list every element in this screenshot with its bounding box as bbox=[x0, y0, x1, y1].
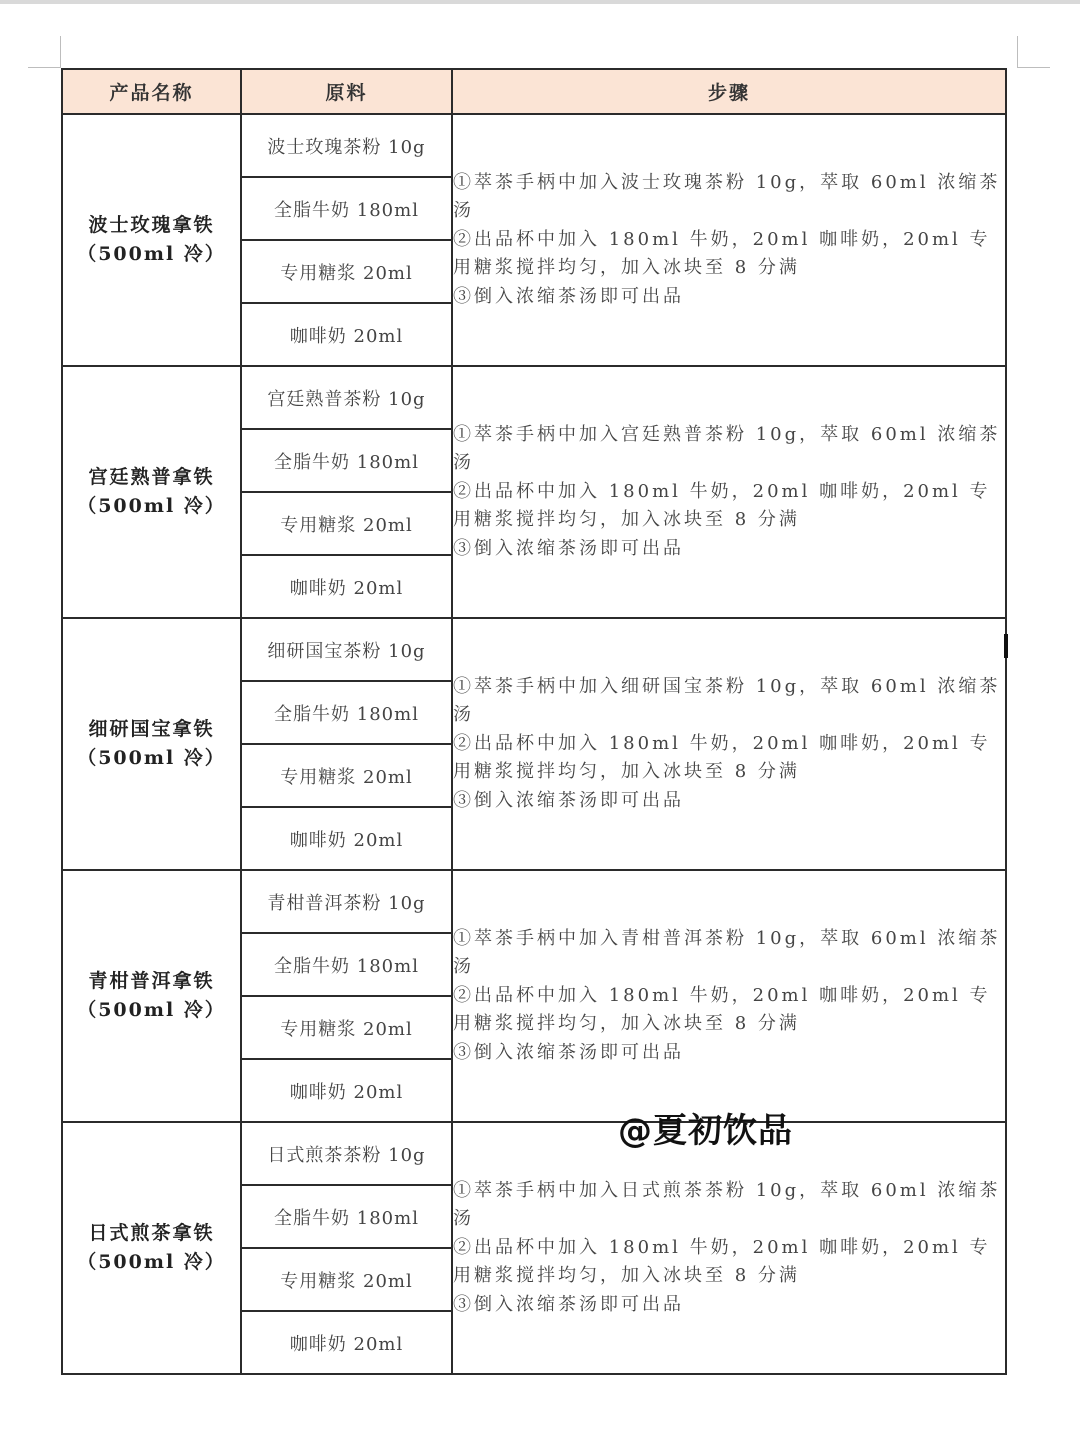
ingredient-cell: 全脂牛奶 180ml bbox=[241, 177, 452, 240]
step-line: ③倒入浓缩茶汤即可出品 bbox=[453, 1041, 684, 1063]
product-name: 波士玫瑰拿铁 bbox=[88, 214, 215, 236]
table-header-row bbox=[62, 69, 1006, 114]
step-line: ③倒入浓缩茶汤即可出品 bbox=[453, 1293, 684, 1315]
page-crop-mark-top-left-vertical bbox=[60, 36, 61, 68]
table-row bbox=[62, 618, 1006, 681]
step-line: ①萃茶手柄中加入细研国宝茶粉 10g，萃取 60ml 浓缩茶汤 bbox=[453, 675, 1001, 726]
product-size: （500ml 冷） bbox=[77, 747, 226, 769]
ingredient-cell: 咖啡奶 20ml bbox=[241, 1311, 452, 1374]
ingredient-cell: 咖啡奶 20ml bbox=[241, 807, 452, 870]
step-line: ③倒入浓缩茶汤即可出品 bbox=[453, 789, 684, 811]
ingredient-cell: 宫廷熟普茶粉 10g bbox=[241, 366, 452, 429]
table-row bbox=[62, 870, 1006, 933]
ingredient-cell: 专用糖浆 20ml bbox=[241, 1248, 452, 1311]
product-name-cell bbox=[62, 1122, 241, 1374]
ingredient-cell: 咖啡奶 20ml bbox=[241, 1059, 452, 1122]
ingredient-cell: 日式煎茶茶粉 10g bbox=[241, 1122, 452, 1185]
page-crop-mark-top-right-vertical bbox=[1017, 36, 1018, 68]
ingredient-cell: 青柑普洱茶粉 10g bbox=[241, 870, 452, 933]
ingredient-cell: 专用糖浆 20ml bbox=[241, 996, 452, 1059]
step-line: ①萃茶手柄中加入波士玫瑰茶粉 10g，萃取 60ml 浓缩茶汤 bbox=[453, 171, 1001, 222]
table-row bbox=[62, 366, 1006, 429]
steps-cell bbox=[452, 1122, 1006, 1374]
ingredient-cell: 专用糖浆 20ml bbox=[241, 492, 452, 555]
header-steps: 步骤 bbox=[452, 69, 1006, 114]
product-size: （500ml 冷） bbox=[77, 999, 226, 1021]
step-line: ②出品杯中加入 180ml 牛奶，20ml 咖啡奶，20ml 专用糖浆搅拌均匀，加入冰块至 8 分满 bbox=[453, 1236, 991, 1287]
recipe-table bbox=[61, 68, 1007, 1375]
ingredient-cell: 全脂牛奶 180ml bbox=[241, 933, 452, 996]
header-product-name: 产品名称 bbox=[62, 69, 241, 114]
product-name-cell bbox=[62, 114, 241, 366]
product-size: （500ml 冷） bbox=[77, 243, 226, 265]
step-line: ②出品杯中加入 180ml 牛奶，20ml 咖啡奶，20ml 专用糖浆搅拌均匀，加入冰块至 8 分满 bbox=[453, 984, 991, 1035]
ingredient-cell: 细研国宝茶粉 10g bbox=[241, 618, 452, 681]
product-size: （500ml 冷） bbox=[77, 495, 226, 517]
product-name: 细研国宝拿铁 bbox=[88, 718, 215, 740]
steps-cell bbox=[452, 870, 1006, 1122]
page-crop-mark-top-right-horizontal bbox=[1018, 67, 1050, 68]
ingredient-cell: 全脂牛奶 180ml bbox=[241, 429, 452, 492]
step-line: ②出品杯中加入 180ml 牛奶，20ml 咖啡奶，20ml 专用糖浆搅拌均匀，加入冰块至 8 分满 bbox=[453, 732, 991, 783]
product-size: （500ml 冷） bbox=[77, 1251, 226, 1273]
product-name: 青柑普洱拿铁 bbox=[88, 970, 215, 992]
steps-cell bbox=[452, 114, 1006, 366]
table-row bbox=[62, 1122, 1006, 1185]
step-line: ②出品杯中加入 180ml 牛奶，20ml 咖啡奶，20ml 专用糖浆搅拌均匀，加入冰块至 8 分满 bbox=[453, 228, 991, 279]
ingredient-cell: 全脂牛奶 180ml bbox=[241, 681, 452, 744]
ingredient-cell: 专用糖浆 20ml bbox=[241, 240, 452, 303]
step-line: ①萃茶手柄中加入宫廷熟普茶粉 10g，萃取 60ml 浓缩茶汤 bbox=[453, 423, 1001, 474]
step-line: ③倒入浓缩茶汤即可出品 bbox=[453, 285, 684, 307]
ingredient-cell: 咖啡奶 20ml bbox=[241, 555, 452, 618]
step-line: ①萃茶手柄中加入日式煎茶茶粉 10g，萃取 60ml 浓缩茶汤 bbox=[453, 1179, 1001, 1230]
ingredient-cell: 咖啡奶 20ml bbox=[241, 303, 452, 366]
table-row bbox=[62, 114, 1006, 177]
steps-cell bbox=[452, 618, 1006, 870]
ingredient-cell: 波士玫瑰茶粉 10g bbox=[241, 114, 452, 177]
page-crop-mark-top-left-horizontal bbox=[28, 67, 60, 68]
product-name: 日式煎茶拿铁 bbox=[88, 1222, 215, 1244]
text-cursor bbox=[1004, 634, 1008, 658]
viewer-top-bar bbox=[0, 0, 1080, 4]
product-name: 宫廷熟普拿铁 bbox=[88, 466, 215, 488]
watermark-text: @夏初饮品 bbox=[618, 1111, 793, 1151]
product-name-cell bbox=[62, 366, 241, 618]
header-ingredients: 原料 bbox=[241, 69, 452, 114]
step-line: ②出品杯中加入 180ml 牛奶，20ml 咖啡奶，20ml 专用糖浆搅拌均匀，加入冰块至 8 分满 bbox=[453, 480, 991, 531]
product-name-cell bbox=[62, 870, 241, 1122]
steps-cell bbox=[452, 366, 1006, 618]
step-line: ①萃茶手柄中加入青柑普洱茶粉 10g，萃取 60ml 浓缩茶汤 bbox=[453, 927, 1001, 978]
step-line: ③倒入浓缩茶汤即可出品 bbox=[453, 537, 684, 559]
product-name-cell bbox=[62, 618, 241, 870]
ingredient-cell: 全脂牛奶 180ml bbox=[241, 1185, 452, 1248]
ingredient-cell: 专用糖浆 20ml bbox=[241, 744, 452, 807]
